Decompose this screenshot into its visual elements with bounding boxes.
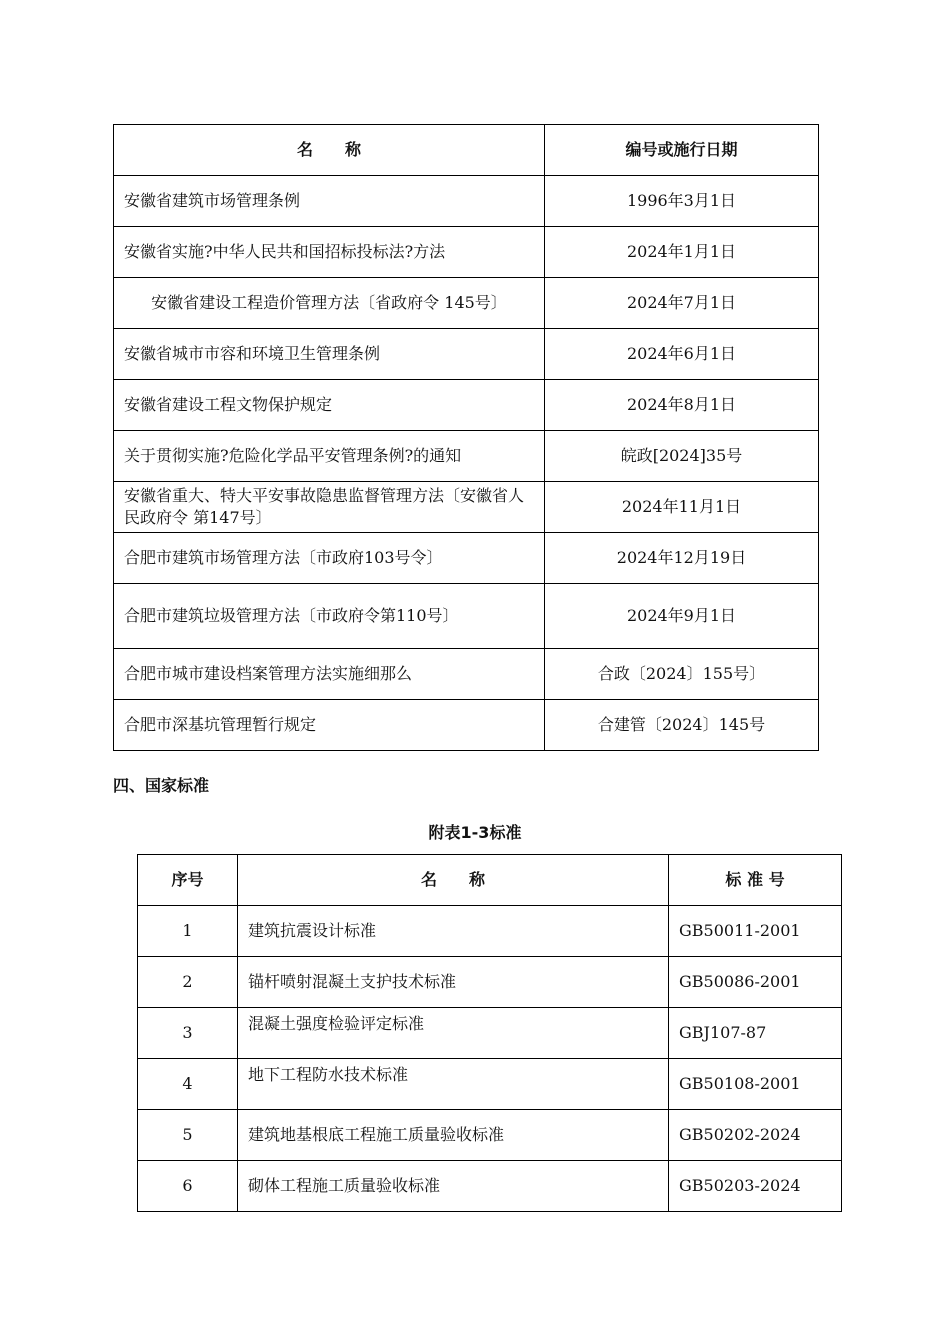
regulation-date: 合建管〔2024〕145号 <box>545 700 819 751</box>
standard-name: 建筑地基根底工程施工质量验收标准 <box>238 1110 669 1161</box>
table-row <box>138 1059 842 1110</box>
regulation-date: 2024年1月1日 <box>545 227 819 278</box>
standard-name: 建筑抗震设计标准 <box>238 906 669 957</box>
table-row <box>114 431 819 482</box>
standard-name: 砌体工程施工质量验收标准 <box>238 1161 669 1212</box>
table-row <box>114 278 819 329</box>
standard-name: 锚杆喷射混凝土支护技术标准 <box>238 957 669 1008</box>
standard-index: 5 <box>138 1110 238 1161</box>
header-date: 编号或施行日期 <box>545 125 819 176</box>
standard-index: 2 <box>138 957 238 1008</box>
regulation-name: 关于贯彻实施?危险化学品平安管理条例?的通知 <box>114 431 545 482</box>
header-code: 标 准 号 <box>669 855 842 906</box>
regulation-name: 合肥市建筑垃圾管理方法〔市政府令第110号〕 <box>114 584 545 649</box>
regulation-name: 安徽省城市市容和环境卫生管理条例 <box>114 329 545 380</box>
regulation-date: 皖政[2024]35号 <box>545 431 819 482</box>
regulation-date: 2024年8月1日 <box>545 380 819 431</box>
regulation-name: 安徽省建设工程文物保护规定 <box>114 380 545 431</box>
regulation-name: 安徽省实施?中华人民共和国招标投标法?方法 <box>114 227 545 278</box>
table-header-row <box>138 855 842 906</box>
standard-index: 3 <box>138 1008 238 1059</box>
regulation-name: 安徽省重大、特大平安事故隐患监督管理方法〔安徽省人民政府令 第147号〕 <box>114 482 545 533</box>
standard-code: GB50011-2001 <box>669 906 842 957</box>
header-index: 序号 <box>138 855 238 906</box>
standard-code: GB50202-2024 <box>669 1110 842 1161</box>
regulation-date: 2024年11月1日 <box>545 482 819 533</box>
standard-code: GB50086-2001 <box>669 957 842 1008</box>
header-name: 名 称 <box>114 125 545 176</box>
standard-index: 4 <box>138 1059 238 1110</box>
standard-code: GB50108-2001 <box>669 1059 842 1110</box>
section-title: 四、国家标准 <box>113 776 210 795</box>
table-row <box>114 176 819 227</box>
regulation-name: 安徽省建筑市场管理条例 <box>114 176 545 227</box>
table-row <box>114 329 819 380</box>
standards-table <box>137 854 842 1212</box>
regulation-name: 安徽省建设工程造价管理方法〔省政府令 145号〕 <box>114 278 545 329</box>
table-row <box>114 700 819 751</box>
standard-name: 地下工程防水技术标准 <box>238 1059 669 1110</box>
regulation-name: 合肥市建筑市场管理方法〔市政府103号令〕 <box>114 533 545 584</box>
standard-code: GB50203-2024 <box>669 1161 842 1212</box>
table-row <box>114 533 819 584</box>
header-name: 名 称 <box>238 855 669 906</box>
regulation-date: 合政〔2024〕155号〕 <box>545 649 819 700</box>
table-row <box>138 1008 842 1059</box>
table-row <box>138 906 842 957</box>
standard-name: 混凝土强度检验评定标准 <box>238 1008 669 1059</box>
regulation-name: 合肥市城市建设档案管理方法实施细那么 <box>114 649 545 700</box>
standard-index: 6 <box>138 1161 238 1212</box>
table-row <box>114 649 819 700</box>
regulation-date: 1996年3月1日 <box>545 176 819 227</box>
table-row <box>138 1110 842 1161</box>
table-row <box>114 482 819 533</box>
table-row <box>114 227 819 278</box>
table-caption: 附表1-3标准 <box>428 823 522 842</box>
table-row <box>114 380 819 431</box>
regulation-date: 2024年7月1日 <box>545 278 819 329</box>
table-header-row <box>114 125 819 176</box>
standard-code: GBJ107-87 <box>669 1008 842 1059</box>
table-row <box>114 584 819 649</box>
table-row <box>138 1161 842 1212</box>
regulation-date: 2024年6月1日 <box>545 329 819 380</box>
regulation-date: 2024年9月1日 <box>545 584 819 649</box>
table-row <box>138 957 842 1008</box>
regulations-table <box>113 124 819 751</box>
standard-index: 1 <box>138 906 238 957</box>
regulation-name: 合肥市深基坑管理暂行规定 <box>114 700 545 751</box>
regulation-date: 2024年12月19日 <box>545 533 819 584</box>
